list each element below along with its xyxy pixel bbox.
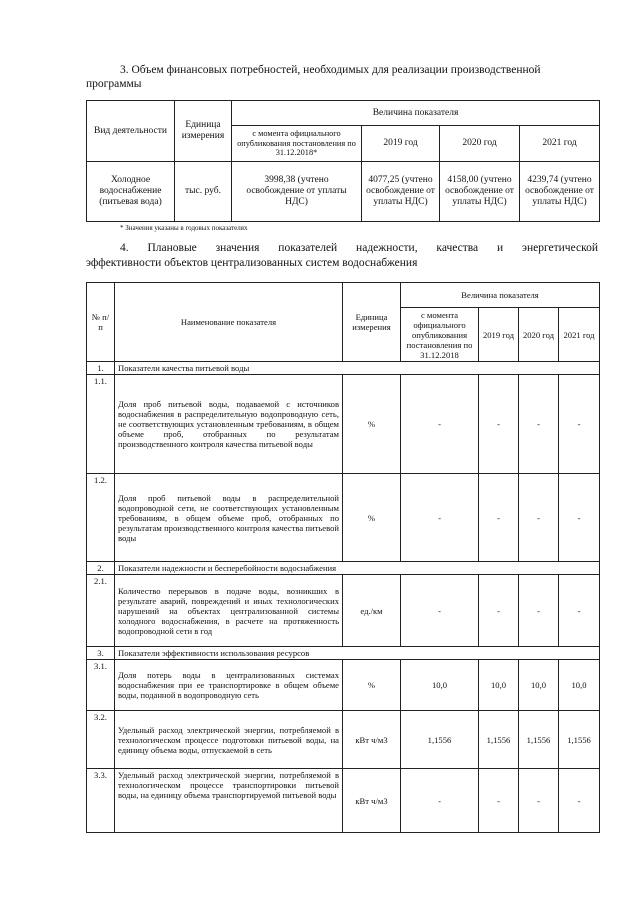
row-2020: 10,0 — [519, 660, 559, 711]
group-title: Показатели надежности и бесперебойности водоснабжения — [115, 562, 600, 575]
row-unit: кВт ч/м3 — [343, 711, 401, 769]
row-activity: Холодное водоснабжение (питьевая вода) — [87, 162, 175, 222]
row-2019: 10,0 — [479, 660, 519, 711]
row-2020: - — [519, 575, 559, 647]
group-title: Показатели качества питьевой воды — [115, 362, 600, 375]
row-since: - — [401, 375, 479, 474]
row-since: 10,0 — [401, 660, 479, 711]
row-unit: ед./км — [343, 575, 401, 647]
row-2020: - — [519, 474, 559, 562]
table-row — [87, 474, 600, 562]
row-num: 3. — [87, 647, 115, 660]
row-2021: - — [559, 474, 600, 562]
section3-title — [120, 63, 598, 77]
row-2019: 1,1556 — [479, 711, 519, 769]
row-name: Доля проб питьевой воды, подаваемой с источников водоснабжения в распределительную водопроводную сеть, не соответствующих установленным требованиям, в общем объеме проб, отобранных по результатам производственного контроля качества питьевой воды — [115, 375, 343, 474]
footnote: * Значения указаны в годовых показателях — [120, 224, 248, 232]
row-2019: - — [479, 474, 519, 562]
table-row — [87, 562, 600, 575]
row-2019: - — [479, 575, 519, 647]
row-num: 3.1. — [87, 660, 115, 711]
row-since: 3998,38 (учтено освобождение от уплаты НДС) — [232, 162, 362, 222]
row-2019: - — [479, 769, 519, 833]
row-2021: - — [559, 375, 600, 474]
row-since: - — [401, 474, 479, 562]
row-2019: 4077,25 (учтено освобождение от уплаты НДС) — [362, 162, 440, 222]
row-2021: - — [559, 769, 600, 833]
row-2021: 4239,74 (учтено освобождение от уплаты НДС) — [520, 162, 600, 222]
row-unit: % — [343, 474, 401, 562]
header-unit: Единица измерения — [175, 101, 232, 162]
row-name: Доля проб питьевой воды в распределительной водопроводной сети, не соответствующих установленным требованиям, в общем объеме проб, отобранных по результатам производственного контроля качества питьевой воды — [115, 474, 343, 562]
row-2020: 1,1556 — [519, 711, 559, 769]
table-row — [87, 769, 600, 833]
header-value: Величина показателя — [232, 101, 600, 126]
header-2020: 2020 год — [440, 126, 520, 162]
table-row — [87, 575, 600, 647]
t2-header-num: № п/п — [87, 283, 115, 362]
t2-header-2020: 2020 год — [519, 308, 559, 362]
section4-title-line2: эффективности объектов централизованных систем водоснабжения — [86, 257, 418, 269]
section3-title-cont — [86, 77, 386, 91]
row-num: 1.1. — [87, 375, 115, 474]
t2-header-unit: Единица измерения — [343, 283, 401, 362]
section4-title-cont — [86, 256, 586, 270]
row-unit: кВт ч/м3 — [343, 769, 401, 833]
row-unit: % — [343, 660, 401, 711]
row-2021: 1,1556 — [559, 711, 600, 769]
section3-title-line2: программы — [86, 78, 142, 90]
t2-header-2021: 2021 год — [559, 308, 600, 362]
row-2020: 4158,00 (учтено освобождение от уплаты НДС) — [440, 162, 520, 222]
table-row — [87, 711, 600, 769]
t2-header-value: Величина показателя — [401, 283, 600, 308]
row-since: 1,1556 — [401, 711, 479, 769]
header-activity: Вид деятельности — [87, 101, 175, 162]
row-num: 3.2. — [87, 711, 115, 769]
t2-header-since: с момента официального опубликования постановления по 31.12.2018 — [401, 308, 479, 362]
row-name: Удельный расход электрической энергии, потребляемой в технологическом процессе подготовки питьевой воды, на единицу объема воды, отпускаемой в сеть — [115, 711, 343, 769]
table-row — [87, 375, 600, 474]
group-title: Показатели эффективности использования ресурсов — [115, 647, 600, 660]
row-2021: - — [559, 575, 600, 647]
row-2020: - — [519, 769, 559, 833]
table-row — [87, 660, 600, 711]
row-num: 2. — [87, 562, 115, 575]
row-2021: 10,0 — [559, 660, 600, 711]
row-since: - — [401, 575, 479, 647]
t2-header-2019: 2019 год — [479, 308, 519, 362]
header-2019: 2019 год — [362, 126, 440, 162]
row-unit: тыс. руб. — [175, 162, 232, 222]
row-num: 2.1. — [87, 575, 115, 647]
row-name: Удельный расход электрической энергии, потребляемой в технологическом процессе транспортировки питьевой воды, на единицу объема транспортируемой питьевой воды — [115, 769, 343, 833]
section4-title-line1: 4. Плановые значения показателей надежности, качества и энергетической — [120, 242, 598, 254]
section3-title-line1: 3. Объем финансовых потребностей, необходимых для реализации производственной — [120, 64, 541, 76]
row-num: 1. — [87, 362, 115, 375]
table-row — [87, 647, 600, 660]
header-2021: 2021 год — [520, 126, 600, 162]
row-name: Количество перерывов в подаче воды, возникших в результате аварий, повреждений и иных технологических нарушений на объектах централизованной системы холодного водоснабжения, в расчете на протяженность водопроводной сети в год — [115, 575, 343, 647]
row-since: - — [401, 769, 479, 833]
table-row — [87, 362, 600, 375]
row-2019: - — [479, 375, 519, 474]
financial-needs-table — [86, 100, 600, 222]
header-since: с момента официального опубликования постановления по 31.12.2018* — [232, 126, 362, 162]
row-2020: - — [519, 375, 559, 474]
row-name: Доля потерь воды в централизованных системах водоснабжения при ее транспортировке в общем объеме воды, поданной в водопроводную сеть — [115, 660, 343, 711]
section4-title — [120, 241, 598, 255]
row-num: 3.3. — [87, 769, 115, 833]
row-num: 1.2. — [87, 474, 115, 562]
t2-header-name: Наименование показателя — [115, 283, 343, 362]
row-unit: % — [343, 375, 401, 474]
indicators-table — [86, 282, 600, 833]
